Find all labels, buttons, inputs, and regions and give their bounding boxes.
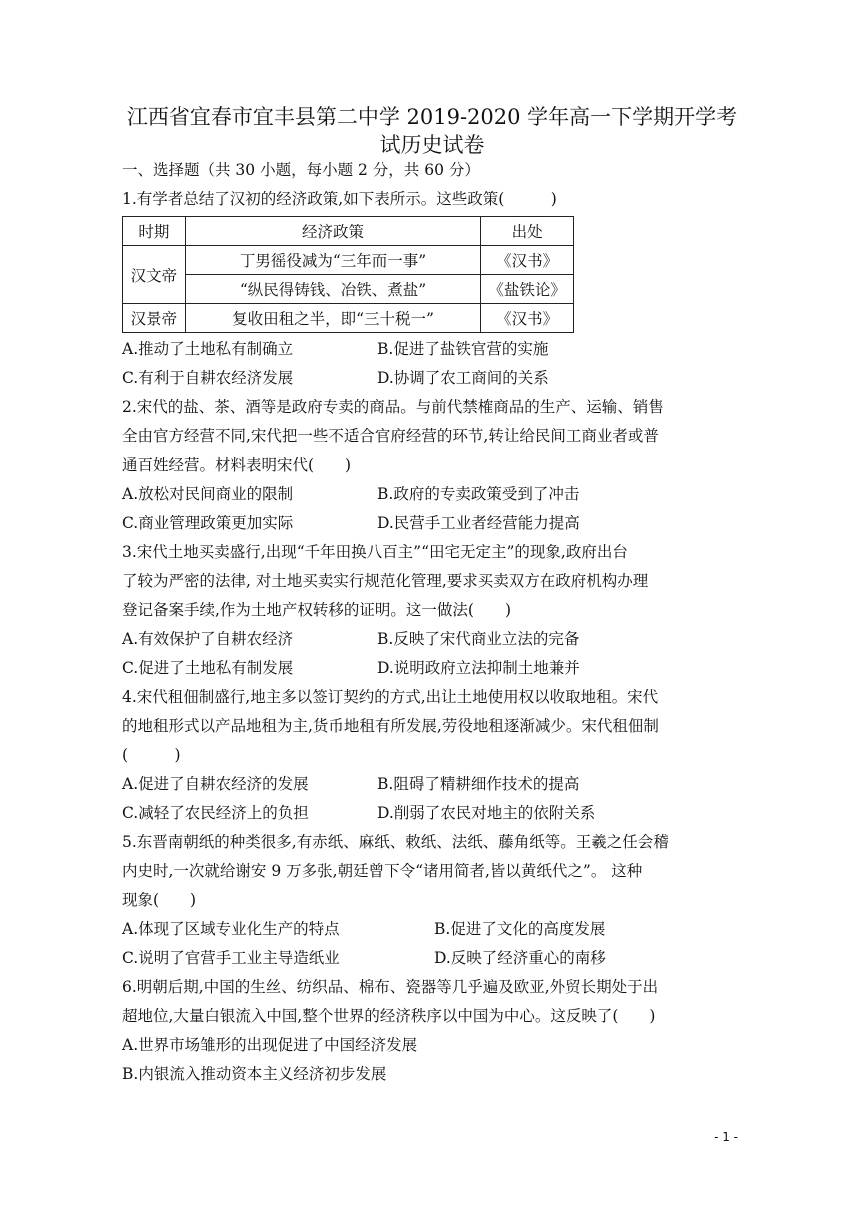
exam-content — [122, 156, 742, 1089]
option-b: B.政府的专卖政策受到了冲击 — [377, 485, 580, 503]
question-4-options — [122, 770, 742, 799]
policy-table — [122, 216, 574, 333]
question-2-stem: 2.宋代的盐、茶、酒等是政府专卖的商品。与前代禁榷商品的生产、运输、销售 — [122, 398, 664, 416]
option-d: D.削弱了农民对地主的依附关系 — [377, 804, 596, 822]
question-4-options — [122, 799, 742, 828]
option-d: D.说明政府立法抑制土地兼并 — [377, 659, 580, 677]
option-a: A.体现了区域专业化生产的特点 — [122, 920, 340, 938]
table-header: 出处 — [481, 217, 574, 246]
table-cell-period: 汉文帝 — [123, 246, 186, 304]
table-cell-source: 《汉书》 — [481, 304, 574, 333]
question-1-options — [122, 364, 742, 393]
table-header: 经济政策 — [185, 217, 481, 246]
question-2-options — [122, 480, 742, 509]
option-c: C.说明了官营手工业主导造纸业 — [122, 949, 340, 967]
option-b: B.促进了盐铁官营的实施 — [377, 340, 549, 358]
option-b: B.促进了文化的高度发展 — [434, 920, 606, 938]
question-2-stem: 全由官方经营不同,宋代把一些不适合官府经营的环节,转让给民间工商业者或普 — [122, 427, 659, 445]
option-b: B.内银流入推动资本主义经济初步发展 — [122, 1065, 387, 1083]
question-5-options — [122, 915, 742, 944]
exam-title — [122, 103, 742, 159]
question-5-stem: 内史时,一次就给谢安 9 万多张,朝廷曾下令“诸用简者,皆以黄纸代之”。 这种 — [122, 862, 643, 880]
question-6-stem: 6.明朝后期,中国的生丝、纺织品、棉布、瓷器等几乎遍及欧亚,外贸长期处于出 — [122, 978, 659, 996]
option-d: D.民营手工业者经营能力提高 — [377, 514, 580, 532]
table-cell-policy: 复收田租之半，即“三十税一” — [185, 304, 481, 333]
table-cell-period: 汉景帝 — [123, 304, 186, 333]
question-1-options — [122, 335, 742, 364]
question-3-options — [122, 625, 742, 654]
option-c: C.有利于自耕农经济发展 — [122, 369, 294, 387]
table-cell-source: 《汉书》 — [481, 246, 574, 275]
option-b: B.反映了宋代商业立法的完备 — [377, 630, 580, 648]
option-a: A.有效保护了自耕农经济 — [122, 630, 294, 648]
option-c: C.促进了土地私有制发展 — [122, 659, 294, 677]
question-3-stem: 了较为严密的法律, 对土地买卖实行规范化管理,要求买卖双方在政府机构办理 — [122, 572, 649, 590]
question-4-stem: 的地租形式以产品地租为主,货币地租有所发展,劳役地租逐渐减少。宋代租佃制 — [122, 717, 659, 735]
table-cell-source: 《盐铁论》 — [481, 275, 574, 304]
table-header: 时期 — [123, 217, 186, 246]
option-c: C.减轻了农民经济上的负担 — [122, 804, 309, 822]
table-cell-policy: 丁男徭役减为“三年而一事” — [185, 246, 481, 275]
question-2-stem: 通百姓经营。材料表明宋代( ) — [122, 456, 352, 474]
option-d: D.反映了经济重心的南移 — [434, 949, 606, 967]
question-4-stem: 4.宋代租佃制盛行,地主多以签订契约的方式,出让土地使用权以收取地租。宋代 — [122, 688, 659, 706]
table-row — [123, 246, 574, 275]
table-cell-policy: “纵民得铸钱、冶铁、煮盐” — [185, 275, 481, 304]
table-header-row — [123, 217, 574, 246]
option-a: A.世界市场雏形的出现促进了中国经济发展 — [122, 1036, 418, 1054]
exam-title-line-2: 试历史试卷 — [379, 133, 485, 157]
option-a: A.促进了自耕农经济的发展 — [122, 775, 309, 793]
option-a: A.放松对民间商业的限制 — [122, 485, 294, 503]
option-a: A.推动了土地私有制确立 — [122, 340, 294, 358]
question-3-stem: 3.宋代土地买卖盛行,出现“千年田换八百主”“田宅无定主”的现象,政府出台 — [122, 543, 628, 561]
question-5-stem: 现象( ) — [122, 891, 197, 909]
option-b: B.阻碍了精耕细作技术的提高 — [377, 775, 580, 793]
question-4-stem: ( ) — [122, 746, 181, 764]
table-row — [123, 304, 574, 333]
table-row — [123, 275, 574, 304]
page-number: - 1 - — [714, 1130, 738, 1144]
question-5-options — [122, 944, 742, 973]
question-1-stem: 1.有学者总结了汉初的经济政策,如下表所示。这些政策( ) — [122, 190, 557, 208]
question-6-stem: 超地位,大量白银流入中国,整个世界的经济秩序以中国为中心。这反映了( ) — [122, 1007, 656, 1025]
question-5-stem: 5.东晋南朝纸的种类很多,有赤纸、麻纸、敕纸、法纸、藤角纸等。王羲之任会稽 — [122, 833, 669, 851]
question-2-options — [122, 509, 742, 538]
option-d: D.协调了农工商间的关系 — [377, 369, 549, 387]
question-3-options — [122, 654, 742, 683]
option-c: C.商业管理政策更加实际 — [122, 514, 294, 532]
question-3-stem: 登记备案手续,作为土地产权转移的证明。这一做法( ) — [122, 601, 512, 619]
exam-title-line-1: 江西省宜春市宜丰县第二中学 2019-2020 学年高一下学期开学考 — [126, 105, 738, 129]
section-heading: 一、选择题（共 30 小题，每小题 2 分，共 60 分） — [122, 161, 480, 179]
